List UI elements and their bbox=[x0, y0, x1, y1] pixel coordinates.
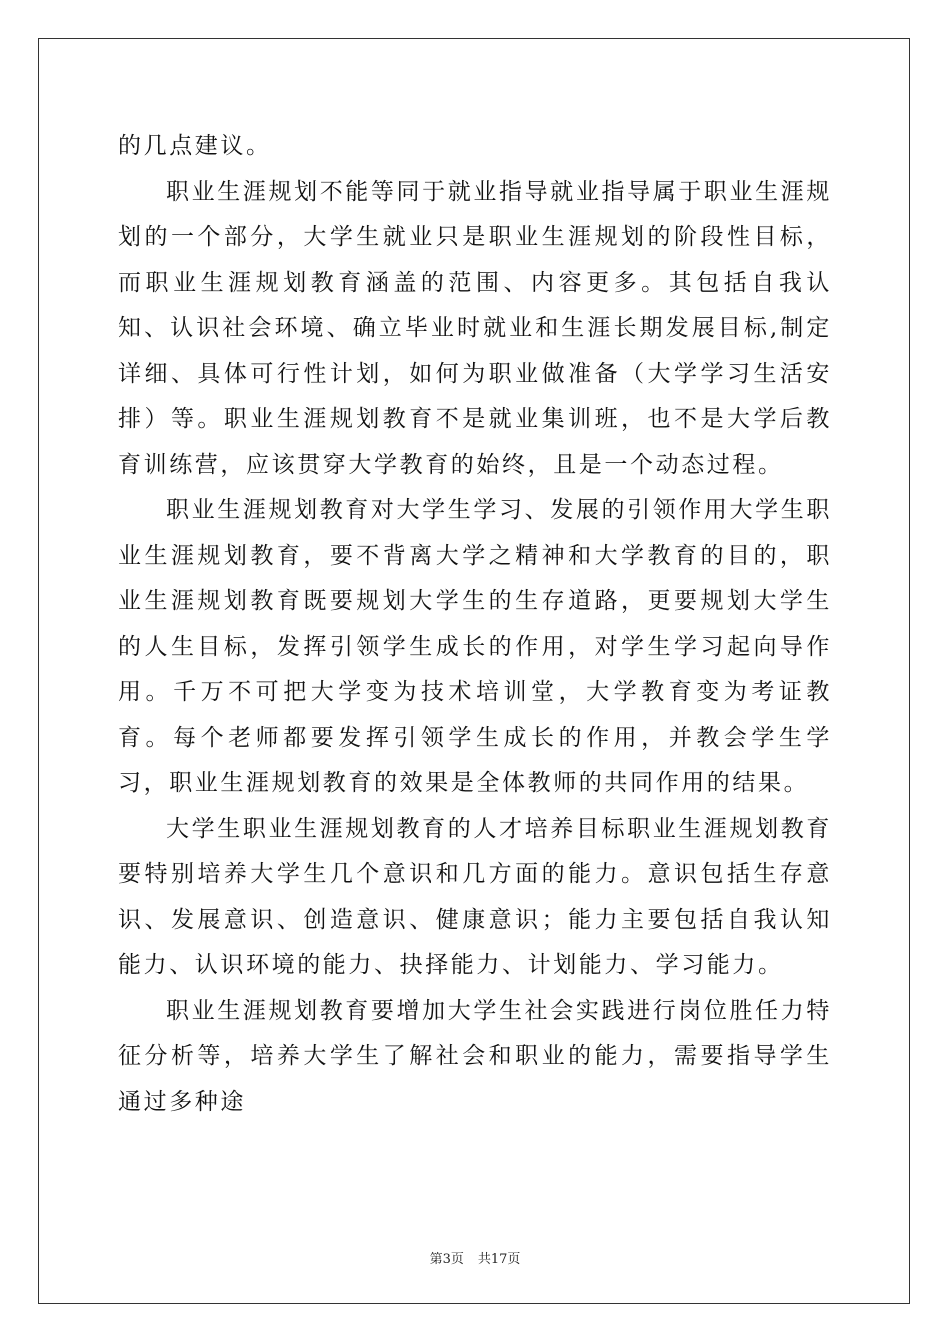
paragraph-3: 职业生涯规划教育对大学生学习、发展的引领作用大学生职业生涯规划教育，要不背离大学之精神和大学教育的目的，职业生涯规划教育既要规划大学生的生存道路，更要规划大学生的人生目标，发挥引领学生成长的作用，对学生学习起向导作用。千万不可把大学变为技术培训堂，大学教育变为考证教育。每个老师都要发挥引领学生成长的作用，并教会学生学习，职业生涯规划教育的效果是全体教师的共同作用的结果。 bbox=[118, 497, 832, 796]
paragraph-2: 职业生涯规划不能等同于就业指导就业指导属于职业生涯规划的一个部分，大学生就业只是职业生涯规划的阶段性目标，而职业生涯规划教育涵盖的范围、内容更多。其包括自我认知、认识社会环境、确立毕业时就业和生涯长期发展目标,制定详细、具体可行性计划，如何为职业做准备（大学学习生活安排）等。职业生涯规划教育不是就业集训班，也不是大学后教育训练营，应该贯穿大学教育的始终，且是一个动态过程。 bbox=[118, 178, 832, 478]
paragraph-1: 的几点建议。 bbox=[118, 133, 272, 159]
page-number: 第3页 bbox=[429, 1252, 464, 1267]
paragraph-5: 职业生涯规划教育要增加大学生社会实践进行岗位胜任力特征分析等，培养大学生了解社会和职业的能力，需要指导学生通过多种途 bbox=[118, 997, 832, 1115]
paragraph-4: 大学生职业生涯规划教育的人才培养目标职业生涯规划教育要特别培养大学生几个意识和几方面的能力。意识包括生存意识、发展意识、创造意识、健康意识；能力主要包括自我认知能力、认识环境的能力、抉择能力、计划能力、学习能力。 bbox=[118, 815, 832, 978]
page-total: 共17页 bbox=[477, 1252, 521, 1267]
page-footer bbox=[0, 1248, 950, 1267]
document-body bbox=[118, 124, 832, 1125]
